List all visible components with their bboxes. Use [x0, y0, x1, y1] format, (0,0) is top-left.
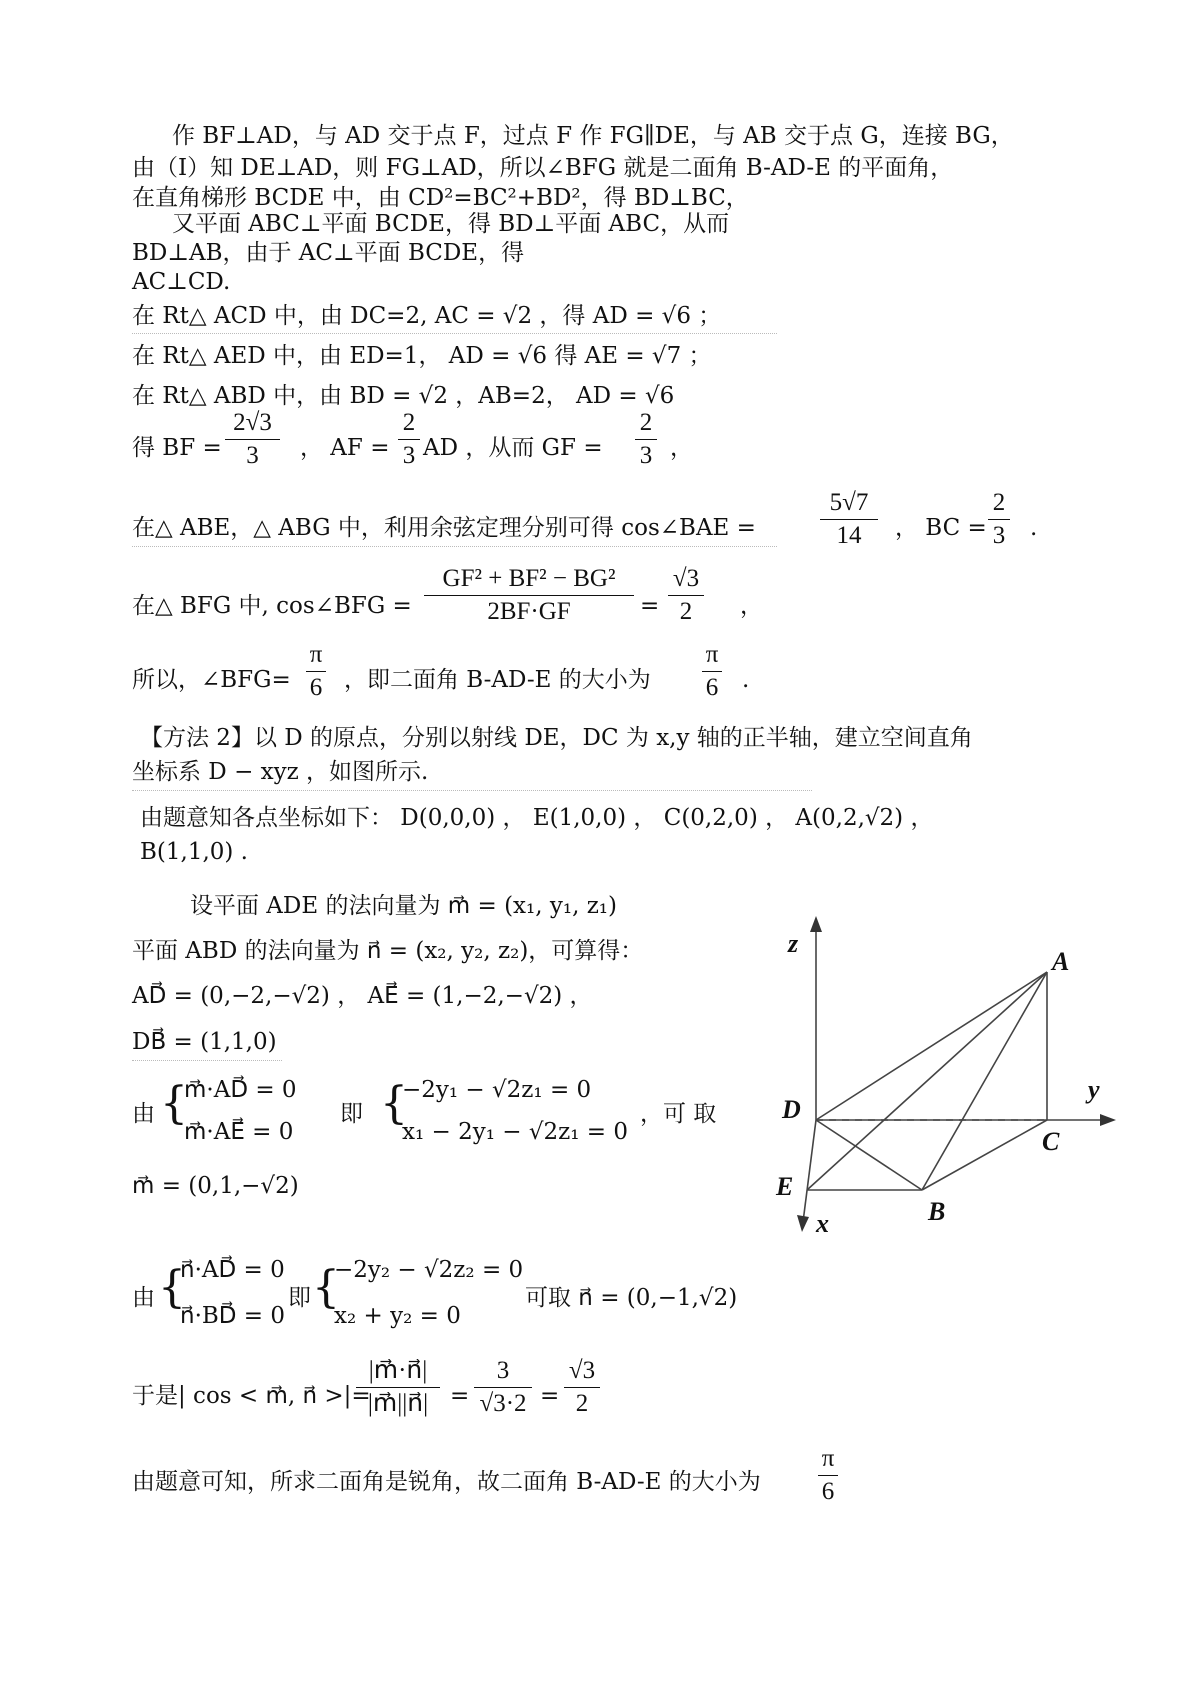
text-line: 由（Ⅰ）知 DE⊥AD，则 FG⊥AD，所以∠BFG 就是二面角 B-AD-E 的平面角，: [132, 155, 954, 181]
y-arrow-icon: [1100, 1114, 1116, 1126]
label-d: D: [782, 1095, 801, 1124]
text-line: 即: [340, 1101, 363, 1127]
brace-icon: {: [158, 1262, 186, 1313]
x-axis: [803, 1120, 816, 1222]
text-line: 可取 n⃗ = (0,−1,√2): [525, 1285, 738, 1311]
equation: x₂ + y₂ = 0: [334, 1303, 461, 1329]
brace-icon: {: [160, 1078, 188, 1129]
fraction-af: 2 3: [398, 408, 420, 471]
text-line: ，即二面角 B-AD-E 的大小为: [344, 667, 651, 693]
text-line: ，: [670, 435, 693, 461]
text-line: 在△ ABE，△ ABG 中，利用余弦定理分别可得 cos∠BAE =: [132, 515, 756, 541]
text-line: 由: [132, 1101, 155, 1127]
text-line: .: [1030, 515, 1038, 541]
z-arrow-icon: [810, 916, 822, 932]
equation: −2y₂ − √2z₂ = 0: [334, 1257, 524, 1283]
fraction-sqrt3-2: √3 2: [668, 564, 704, 627]
text-line: 在△ BFG 中, cos∠BFG =: [132, 593, 412, 619]
fraction-pi6: π 6: [702, 640, 722, 703]
text-line: 由: [132, 1285, 155, 1311]
text-line: .: [742, 667, 750, 693]
text-line: 于是| cos < m⃗, n⃗ >|=: [132, 1383, 371, 1409]
text-line: 在 Rt△ ACD 中，由 DC=2, AC = √2 ，得 AD = √6 ；: [132, 303, 722, 329]
brace-icon: {: [380, 1078, 408, 1129]
text-line: DB⃗ = (1,1,0): [132, 1029, 277, 1055]
coordinate-figure: [760, 910, 1140, 1240]
equation: −2y₁ − √2z₁ = 0: [402, 1077, 592, 1103]
text-line: AC⊥CD.: [132, 269, 231, 295]
text-line: ， BC =: [895, 515, 987, 541]
text-line: 【方法 2】以 D 的原点，分别以射线 DE，DC 为 x,y 轴的正半轴，建立空间直角: [140, 725, 973, 751]
edge-ea: [807, 972, 1047, 1190]
brace-icon: {: [312, 1262, 340, 1313]
equation: x₁ − 2y₁ − √2z₁ = 0: [402, 1119, 628, 1145]
fraction-cosmn: |m⃗·n⃗| |m⃗||n⃗|: [356, 1356, 440, 1419]
text-line: ，: [740, 593, 763, 619]
dotted-rule: [132, 1060, 282, 1061]
edge-db: [816, 1120, 922, 1190]
fraction-3-over: 3 √3·2: [474, 1356, 532, 1419]
text-line: AD ，从而 GF =: [423, 435, 603, 461]
label-c: C: [1042, 1127, 1060, 1156]
label-a: A: [1052, 947, 1070, 976]
text-line: m⃗ = (0,1,−√2): [132, 1173, 299, 1199]
fraction-bc: 2 3: [988, 488, 1010, 551]
dotted-rule: [132, 546, 777, 547]
equation: m⃗·AD⃗ = 0: [184, 1077, 297, 1103]
text-line: 即: [288, 1285, 311, 1311]
text-line: BD⊥AB，由于 AC⊥平面 BCDE，得: [132, 240, 525, 266]
fraction-cosbae: 5√7 14: [820, 488, 878, 551]
text-line: 设平面 ADE 的法向量为 m⃗ = (x₁, y₁, z₁): [190, 893, 618, 919]
text-line: 在 Rt△ AED 中，由 ED=1， AD = √6 得 AE = √7 ；: [132, 343, 712, 369]
text-line: 又平面 ABC⊥平面 BCDE，得 BD⊥平面 ABC，从而: [172, 211, 730, 237]
label-z: z: [788, 929, 799, 958]
fraction-bf: 2√3 3: [225, 408, 280, 471]
text-line: 得 BF =: [132, 435, 222, 461]
fraction-pi6: π 6: [306, 640, 326, 703]
text-line: AD⃗ = (0,−2,−√2) ， AE⃗ = (1,−2,−√2) ，: [132, 983, 593, 1009]
label-b: B: [928, 1197, 946, 1226]
text-line: ， AF =: [300, 435, 390, 461]
text-line: =: [640, 593, 660, 619]
edge-bc: [922, 1120, 1047, 1190]
label-y: y: [1088, 1075, 1100, 1104]
fraction-pi6: π 6: [818, 1444, 838, 1507]
text-line: =: [450, 1383, 470, 1409]
fraction-cosbfg: GF² + BF² − BG² 2BF·GF: [424, 564, 634, 627]
fraction-sqrt3-2: √3 2: [564, 1356, 600, 1419]
text-line: 由题意可知，所求二面角是锐角，故二面角 B-AD-E 的大小为: [132, 1469, 761, 1495]
text-line: =: [540, 1383, 560, 1409]
equation: m⃗·AE⃗ = 0: [184, 1119, 294, 1145]
text-line: 由题意知各点坐标如下： D(0,0,0) ， E(1,0,0) ， C(0,2,0) ， A(0,2,√2) ，: [140, 805, 934, 831]
text-line: 在 Rt△ ABD 中，由 BD = √2 ，AB=2， AD = √6: [132, 383, 675, 409]
edge-ba: [922, 972, 1047, 1190]
dotted-rule: [132, 790, 812, 791]
x-arrow-icon: [797, 1215, 809, 1232]
equation: n⃗·AD⃗ = 0: [180, 1257, 285, 1283]
equation: n⃗·BD⃗ = 0: [180, 1303, 286, 1329]
text-line: ，可 取: [640, 1101, 717, 1127]
text-line: 作 BF⊥AD，与 AD 交于点 F，过点 F 作 FG∥DE，与 AB 交于点 G，连接 BG，: [172, 123, 1014, 149]
text-line: 在直角梯形 BCDE 中，由 CD²=BC²+BD²，得 BD⊥BC，: [132, 185, 749, 211]
edge-da: [816, 972, 1047, 1120]
text-line: B(1,1,0) .: [140, 839, 248, 865]
fraction-gf: 2 3: [635, 408, 657, 471]
text-line: 所以，∠BFG=: [132, 667, 291, 693]
dotted-rule: [132, 333, 777, 334]
text-line: 平面 ABD 的法向量为 n⃗ = (x₂, y₂, z₂)，可算得：: [132, 938, 644, 964]
label-e: E: [776, 1172, 794, 1201]
label-x: x: [816, 1209, 829, 1238]
text-line: 坐标系 D − xyz ，如图所示.: [132, 759, 429, 785]
